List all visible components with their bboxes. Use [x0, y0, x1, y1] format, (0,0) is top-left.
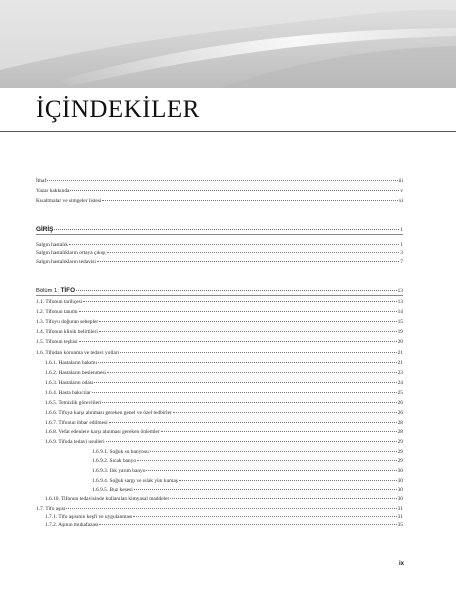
toc-page-number: 1: [400, 227, 403, 233]
toc-page-number: 25: [397, 390, 403, 396]
toc-page-number: 29: [397, 458, 403, 464]
toc-page-number: xi: [398, 198, 403, 204]
toc-entry: [36, 198, 403, 205]
toc-page-number: 26: [397, 400, 403, 406]
toc-dot-leader: [69, 244, 399, 245]
toc-dot-leader: [70, 190, 399, 191]
toc-entry-label: 1.6.4. Hasta bakıcılar: [45, 390, 91, 396]
toc-entry: [36, 449, 403, 456]
toc-chapter-title: TİFO: [60, 287, 76, 294]
toc-entry-label: 1.6.7. Tifonun ihbar edilmesi: [45, 420, 108, 426]
toc-entry-label: 1.5. Tifonun teşhisi: [36, 339, 78, 345]
toc-entry-label: 1.6.9.5. Buz kesesi: [92, 487, 133, 493]
toc-entry-label: 1.6.5. Temizlik görevlileri: [45, 400, 102, 406]
toc-entry: [36, 178, 403, 185]
toc-entry: [36, 259, 403, 266]
toc-entry: [36, 188, 403, 195]
toc-entry: [36, 242, 403, 249]
section-underline: [36, 295, 403, 296]
toc-dot-leader: [76, 290, 397, 291]
toc-dot-leader: [66, 508, 396, 509]
toc-page-number: 13: [397, 288, 403, 294]
toc-dot-leader: [83, 301, 396, 302]
toc-dot-leader: [99, 321, 396, 322]
toc-entry: [36, 339, 403, 346]
toc-entry: [36, 487, 403, 494]
toc-entry-label: 1.6. Tifodan korunma ve tedavi yolları: [36, 350, 120, 356]
toc-entry-label: 1.6.8. Vefat edenlere karşı alınması gereken önlemler: [45, 429, 160, 435]
toc-dot-leader: [109, 422, 397, 423]
toc-page-number: 1: [400, 242, 403, 248]
toc-dot-leader: [120, 352, 397, 353]
toc-entry: [36, 400, 403, 407]
toc-page-number: 28: [397, 429, 403, 435]
toc-entry-label: 1.4. Tifonun klinik belirtileri: [36, 329, 98, 335]
toc-entry-label: Salgın hastalıkların ortaya çıkışı: [36, 250, 106, 256]
toc-entry: [36, 468, 403, 475]
toc-page-number: 15: [397, 319, 403, 325]
toc-entry-label: Salgın hastalık: [36, 242, 68, 248]
toc-entry-label: 1.7. Tifo aşısı: [36, 506, 66, 512]
toc-entry-label: 1.6.9.3. Ilık yarım banyo: [92, 468, 146, 474]
toc-entry-label: 1.6.2. Hastaların beslenmesi: [45, 370, 106, 376]
toc-entry: [36, 309, 403, 316]
toc-page-number: 7: [400, 259, 403, 265]
toc-entry: [36, 319, 403, 326]
toc-entry: [36, 390, 403, 397]
toc-dot-leader: [102, 200, 397, 201]
toc-dot-leader: [106, 441, 397, 442]
toc-entry: [36, 522, 403, 529]
toc-entry-label: Salgın hastalıkların tedavisi: [36, 259, 96, 265]
toc-entry-label: 1.7.1. Tifo aşısının keşfi ve uygulanması: [45, 514, 133, 520]
toc-dot-leader: [54, 229, 399, 230]
toc-entry: [36, 360, 403, 367]
toc-chapter-prefix: Bölüm 1:: [36, 288, 61, 294]
toc-page-number: v: [400, 188, 403, 194]
toc-page-number: 31: [397, 514, 403, 520]
toc-page-number: 19: [397, 329, 403, 335]
toc-entry-label: 1.3. Tifoyu doğuran sebepler: [36, 319, 99, 325]
toc-dot-leader: [146, 470, 396, 471]
toc-page-number: 35: [397, 522, 403, 528]
toc-entry-label: 1.6.9. Tifoda tedavi usulleri: [45, 439, 105, 445]
toc-entry-label: Yazar hakkında: [36, 188, 70, 194]
toc-entry-label: 1.6.1. Hastaların bakımı: [45, 360, 97, 366]
toc-entry: [36, 420, 403, 427]
toc-dot-leader: [98, 362, 397, 363]
toc-page-number: 30: [397, 478, 403, 484]
toc-dot-leader: [102, 402, 396, 403]
toc-page-number: 26: [397, 410, 403, 416]
toc-dot-leader: [107, 252, 400, 253]
toc-dot-leader: [92, 392, 397, 393]
toc-page-number: 28: [397, 420, 403, 426]
toc-section-heading: [36, 226, 403, 234]
toc-dot-leader: [133, 516, 396, 517]
toc-page-number: 31: [397, 506, 403, 512]
toc-entry-label: 1.6.9.2. Sıcak banyo: [92, 458, 137, 464]
page-title: İÇİNDEKİLER: [36, 96, 200, 123]
toc-dot-leader: [107, 372, 397, 373]
toc-dot-leader: [137, 460, 397, 461]
toc-entry: [36, 478, 403, 485]
toc-entry: [36, 370, 403, 377]
toc-page-number: 21: [397, 350, 403, 356]
toc-entry-label: 1.6.3. Hastaların odası: [45, 380, 94, 386]
toc-entry: [36, 350, 403, 357]
toc-entry: [36, 429, 403, 436]
toc-entry-label: 1.6.9.1. Soğuk su banyosu: [92, 449, 149, 455]
toc-dot-leader: [99, 524, 396, 525]
toc-dot-leader: [94, 382, 396, 383]
toc-dot-leader: [170, 498, 396, 499]
toc-entry-label: 1.1. Tifonun tarihçesi: [36, 299, 83, 305]
toc-entry-label: İthaf: [36, 178, 47, 184]
toc-dot-leader: [179, 480, 397, 481]
toc-chapter-heading: [36, 287, 403, 295]
page-number: ix: [399, 561, 405, 567]
toc-entry-label: GİRİŞ: [36, 226, 54, 233]
toc-page-number: 29: [397, 449, 403, 455]
toc-page-number: 30: [397, 487, 403, 493]
toc-entry: [36, 410, 403, 417]
toc-page-number: 30: [397, 468, 403, 474]
toc-page-number: 3: [400, 250, 403, 256]
toc-dot-leader: [79, 341, 397, 342]
toc-entry: [36, 439, 403, 446]
toc-entry-label: 1.6.10. Tifonun tedavisinde kullanılan kimyasal maddeler: [45, 496, 170, 502]
toc-entry-label: Kısaltmalar ve simgeler listesi: [36, 198, 102, 204]
section-underline: [36, 234, 403, 235]
toc-dot-leader: [161, 431, 397, 432]
table-of-contents: [36, 0, 403, 600]
toc-page-number: 13: [397, 299, 403, 305]
toc-entry: [36, 458, 403, 465]
toc-dot-leader: [150, 451, 397, 452]
toc-dot-leader: [97, 261, 399, 262]
toc-entry: [36, 329, 403, 336]
toc-entry: [36, 299, 403, 306]
toc-entry: [36, 250, 403, 257]
toc-dot-leader: [173, 412, 397, 413]
toc-entry-label: [36, 287, 75, 295]
toc-dot-leader: [79, 311, 397, 312]
toc-entry-label: 1.2. Tifonun tanımı: [36, 309, 78, 315]
toc-entry: [36, 496, 403, 503]
toc-page-number: 24: [397, 380, 403, 386]
toc-dot-leader: [134, 489, 397, 490]
toc-page-number: 30: [397, 496, 403, 502]
toc-dot-leader: [99, 331, 397, 332]
toc-entry-label: 1.7.2. Aşının muhafazası: [45, 522, 99, 528]
toc-dot-leader: [47, 180, 397, 181]
toc-entry: [36, 514, 403, 521]
toc-entry-label: 1.6.9.4. Soğuk sargı ve ıslak yün kumaş: [92, 478, 178, 484]
toc-page-number: iii: [398, 178, 403, 184]
toc-page-number: 23: [397, 370, 403, 376]
toc-page-number: 21: [397, 360, 403, 366]
toc-page-number: 29: [397, 439, 403, 445]
toc-page-number: 14: [397, 309, 403, 315]
toc-entry: [36, 506, 403, 513]
toc-entry: [36, 380, 403, 387]
toc-page-number: 20: [397, 339, 403, 345]
toc-entry-label: 1.6.6. Tifoya karşı alınması gereken genel ve özel tedbirler: [45, 410, 172, 416]
